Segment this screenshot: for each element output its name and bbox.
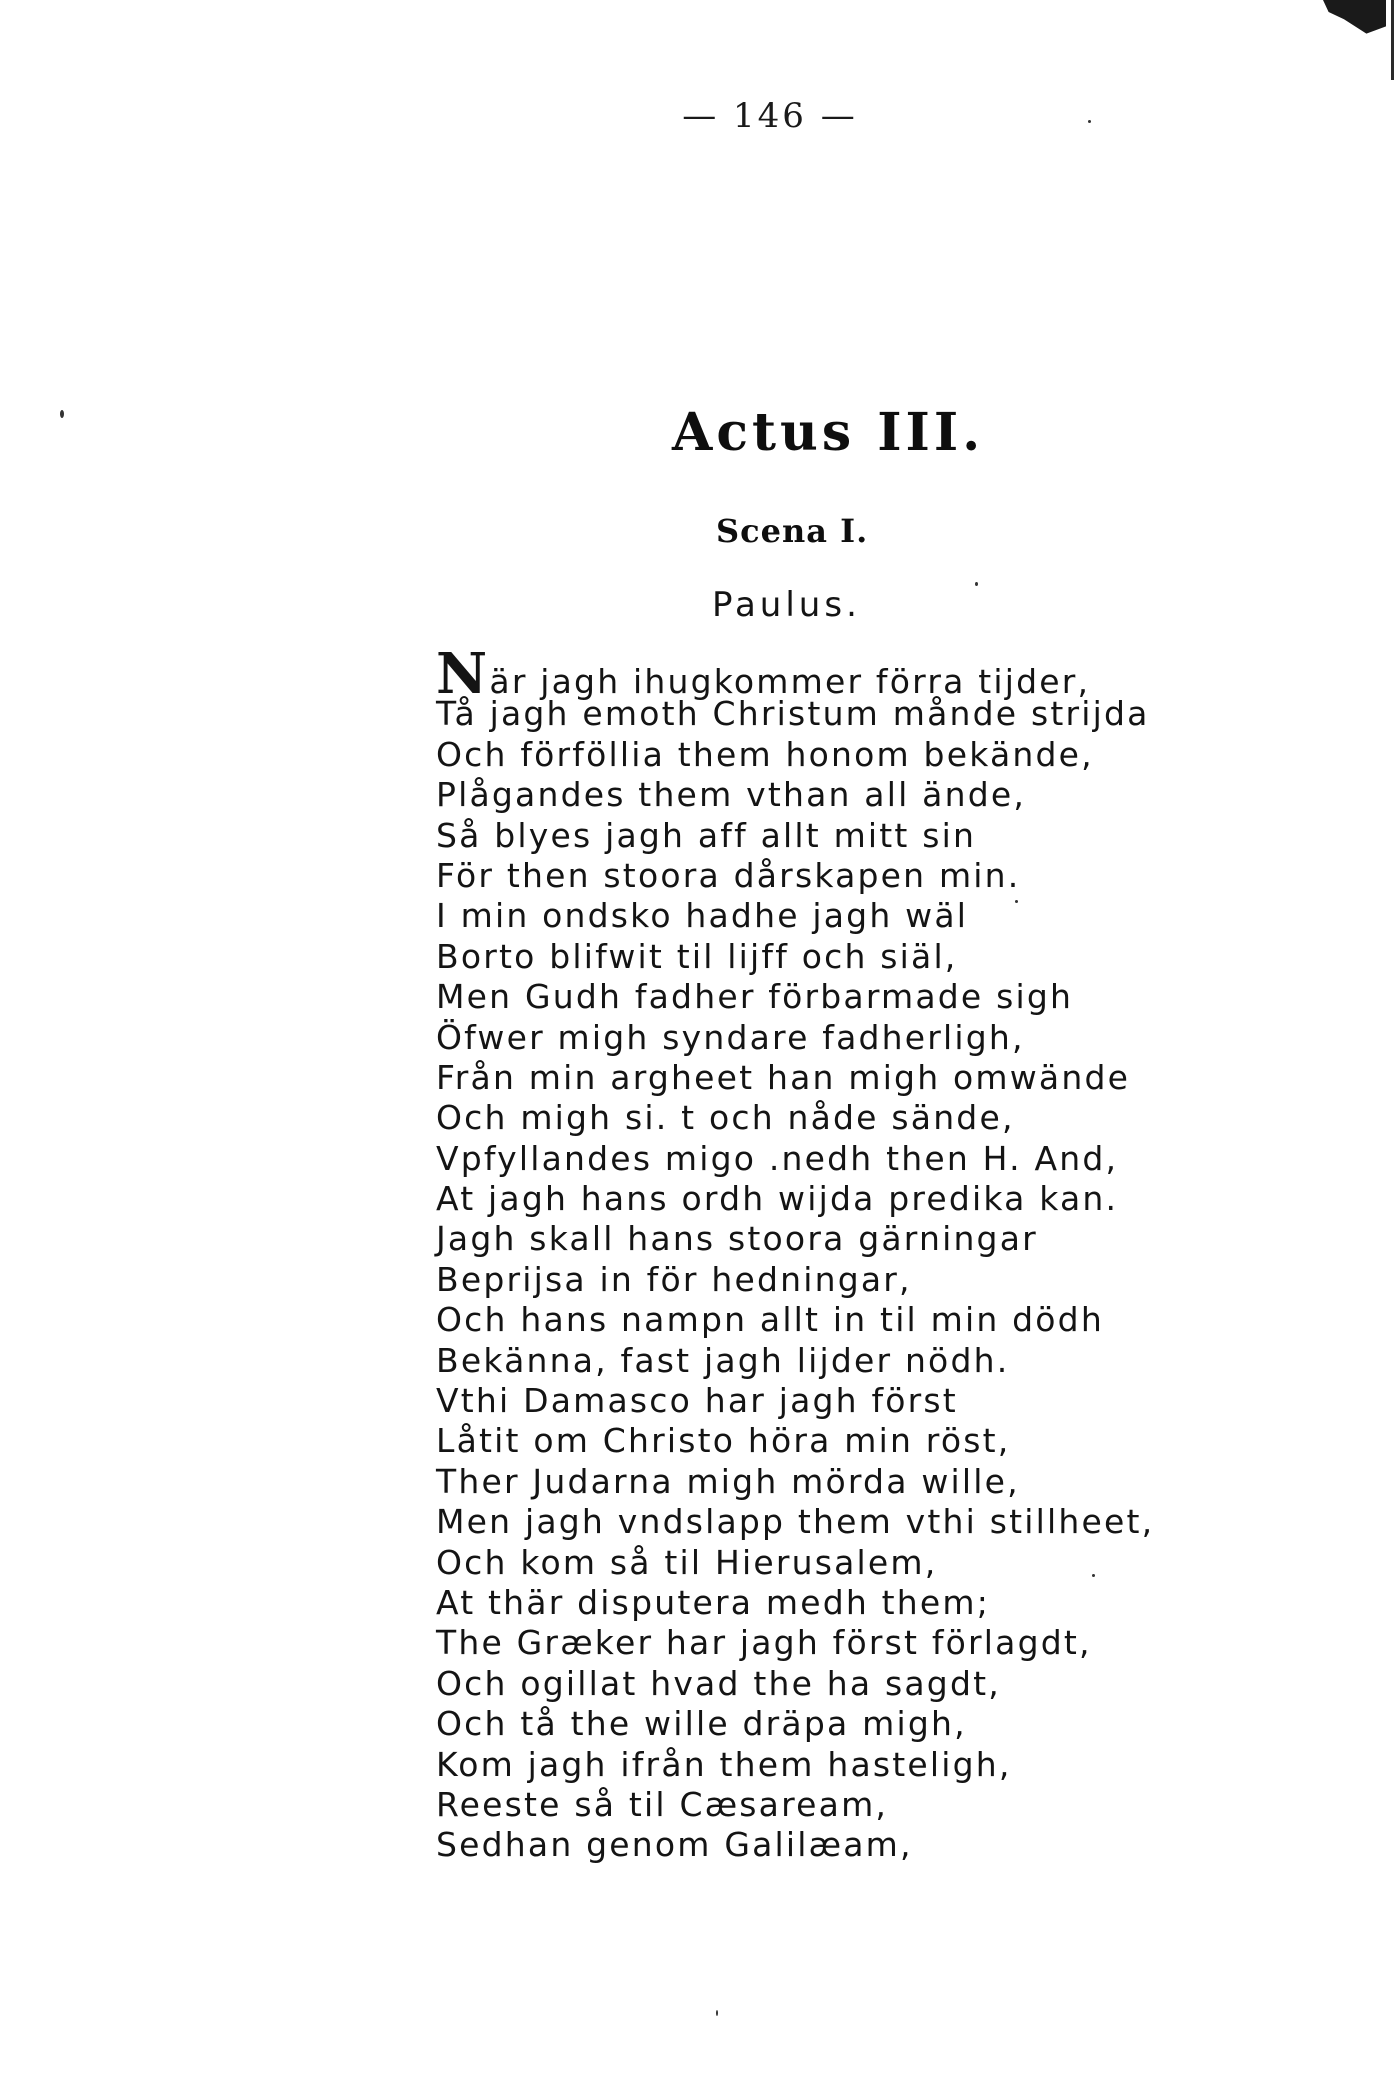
verse-line: Öfwer migh syndare fadherligh, — [436, 1017, 1025, 1057]
verse-line: Så blyes jagh aff allt mitt sin — [436, 815, 977, 855]
verse-line: The Græker har jagh först förlagdt, — [436, 1623, 1092, 1663]
verse-line: Vpfyllandes migo .nedh then H. And, — [436, 1138, 1119, 1178]
verse-line: Och tå the wille dräpa migh, — [436, 1704, 967, 1744]
verse-line: Ther Judarna migh mörda wille, — [436, 1461, 1020, 1501]
verse-line: Tå jagh emoth Christum månde strijda — [436, 694, 1150, 734]
verse-line: Jagh skall hans stoora gärningar — [436, 1219, 1038, 1259]
verse-line: Och ogillat hvad the ha sagdt, — [436, 1663, 1001, 1703]
verse-line: Plågandes them vthan all ände, — [436, 775, 1027, 815]
scan-speck — [1088, 120, 1091, 123]
verse-line: Kom jagh ifrån them hasteligh, — [436, 1744, 1012, 1784]
verse-line: Sedhan genom Galilæam, — [436, 1825, 913, 1865]
verse-line: At thär disputera medh them; — [436, 1582, 991, 1622]
speaker-name: Paulus. — [712, 585, 861, 625]
scan-corner-mark — [1316, 0, 1386, 48]
verse-line: Och förföllia them honom bekände, — [436, 734, 1094, 774]
scene-title: Scena I. — [716, 512, 869, 550]
verse-line: Från min argheet han migh omwände — [436, 1057, 1131, 1097]
verse-line: I min ondsko hadhe jagh wäl — [436, 896, 969, 936]
verse-line: At jagh hans ordh wijda predika kan. — [436, 1179, 1119, 1219]
scan-speck — [975, 582, 978, 586]
scan-speck — [1015, 900, 1018, 903]
verse-line: Bekänna, fast jagh lijder nödh. — [436, 1340, 1010, 1380]
page-number: — 146 — — [682, 96, 858, 136]
scan-speck — [1092, 1574, 1095, 1577]
scan-speck — [716, 2010, 718, 2016]
verse-line: Och migh si. t och nåde sände, — [436, 1098, 1015, 1138]
scan-edge-line — [1391, 0, 1394, 80]
verse-line: Och kom så til Hierusalem, — [436, 1542, 938, 1582]
verse-line: Reeste så til Cæsaream, — [436, 1784, 889, 1824]
scan-speck — [60, 410, 64, 418]
verse-line: Men jagh vndslapp them vthi stillheet, — [436, 1502, 1155, 1542]
verse-line: Och hans nampn allt in til min dödh — [436, 1300, 1104, 1340]
verse-line: För then stoora dårskapen min. — [436, 855, 1021, 895]
verse-line: Borto blifwit til lijff och siäl, — [436, 936, 958, 976]
verse-block — [436, 641, 1155, 1866]
verse-line: När jagh ihugkommer förra tijder, — [436, 641, 1091, 707]
act-title: Actus III. — [672, 402, 985, 463]
verse-line: Låtit om Christo höra min röst, — [436, 1421, 1011, 1461]
verse-line: Beprijsa in för hedningar, — [436, 1259, 912, 1299]
verse-line: Vthi Damasco har jagh först — [436, 1381, 958, 1421]
verse-line: Men Gudh fadher förbarmade sigh — [436, 977, 1074, 1017]
